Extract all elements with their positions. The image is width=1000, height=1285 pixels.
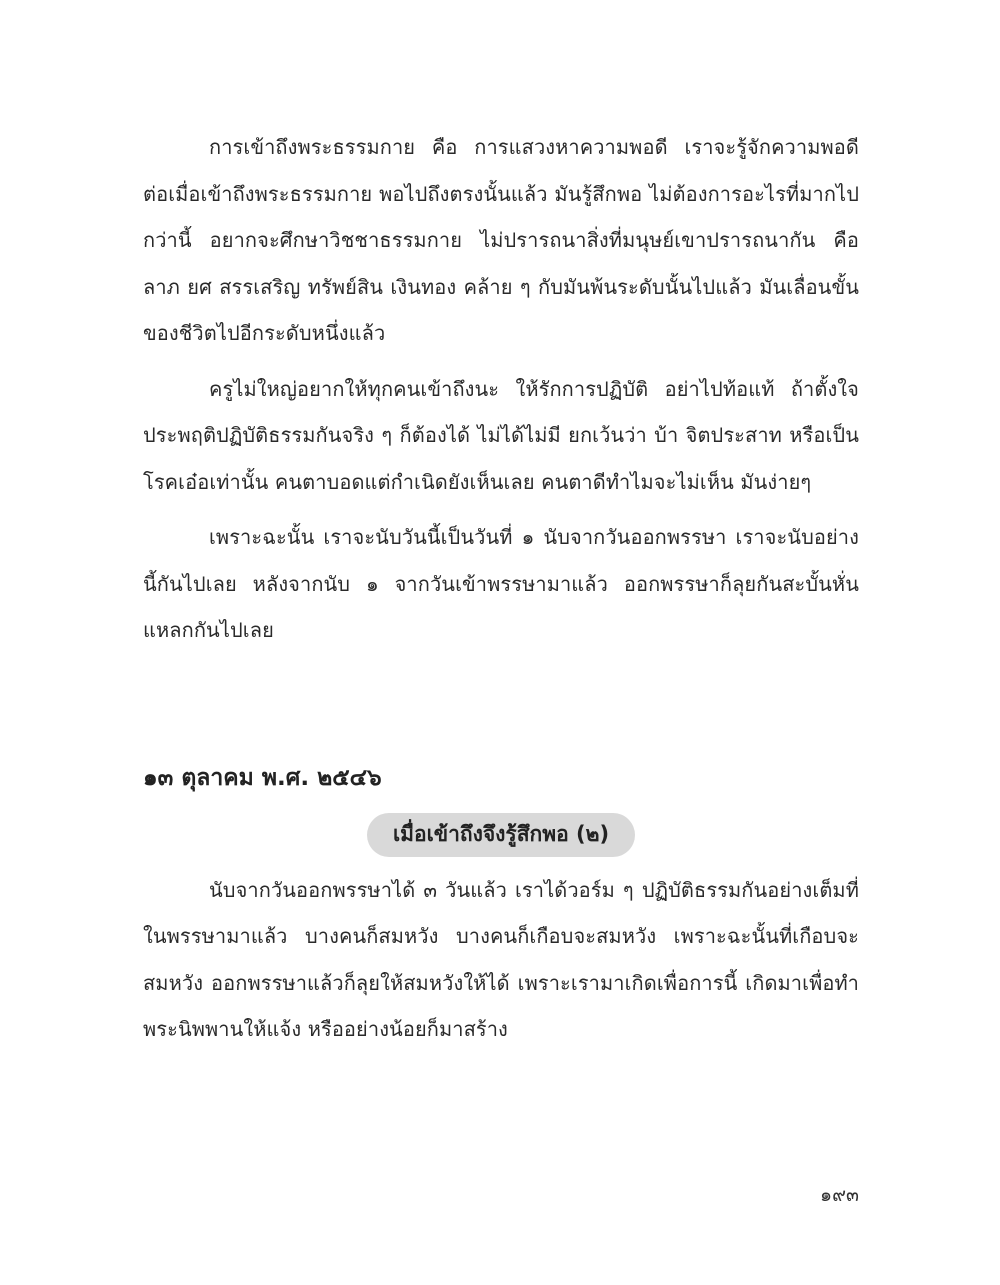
body-paragraph: การเข้าถึงพระธรรมกาย คือ การแสวงหาความพอดี เราจะรู้จักความพอดี ต่อเมื่อเข้าถึงพระธรรมกาย พอไปถึงตรงนั้นแล้ว มันรู้สึกพอ ไม่ต้องการอะไรที่มากไปกว่านี้ อยากจะศึกษาวิชชาธรรมกาย ไม่ปรารถนาสิ่งที่มนุษย์เขาปรารถนากัน คือ ลาภ ยศ สรรเสริญ ทรัพย์สิน เงินทอง คล้าย ๆ กับมันพ้นระดับนั้นไปแล้ว มันเลื่อนขั้นของชีวิตไปอีกระดับหนึ่งแล้ว (143, 135, 859, 345)
body-paragraph: นับจากวันออกพรรษาได้ ๓ วันแล้ว เราได้วอร์ม ๆ ปฏิบัติธรรมกันอย่างเต็มที่ในพรรษามาแล้ว บางคนก็สมหวัง บางคนก็เกือบจะสมหวัง เพราะฉะนั้นที่เกือบจะสมหวัง ออกพรรษาแล้วก็ลุยให้สมหวังให้ได้ เพราะเรามาเกิดเพื่อการนี้ เกิดมาเพื่อทำพระนิพพานให้แจ้ง หรืออย่างน้อยก็มาสร้าง (143, 877, 859, 1041)
section-title-wrapper (143, 813, 859, 857)
page-number: ๑๙๓ (820, 1184, 859, 1206)
section-title: เมื่อเข้าถึงจึงรู้สึกพอ (๒) (367, 813, 635, 857)
page-content (143, 124, 859, 1062)
body-paragraph: เพราะฉะนั้น เราจะนับวันนี้เป็นวันที่ ๑ นับจากวันออกพรรษา เราจะนับอย่างนี้กันไปเลย หลังจากนับ ๑ จากวันเข้าพรรษามาแล้ว ออกพรรษาก็ลุยกันสะบั้นหั่นแหลกกันไปเลย (143, 525, 859, 642)
body-paragraph: ครูไม่ใหญ่อยากให้ทุกคนเข้าถึงนะ ให้รักการปฏิบัติ อย่าไปท้อแท้ ถ้าตั้งใจประพฤติปฏิบัติธรรมกันจริง ๆ ก็ต้องได้ ไม่ได้ไม่มี ยกเว้นว่า บ้า จิตประสาท หรือเป็นโรคเอ๋อเท่านั้น คนตาบอดแต่กำเนิดยังเห็นเลย คนตาดีทำไมจะไม่เห็น มันง่ายๆ (143, 376, 859, 494)
section-spacer (143, 663, 859, 755)
date-heading: ๑๓ ตุลาคม พ.ศ. ๒๕๔๖ (143, 764, 382, 791)
